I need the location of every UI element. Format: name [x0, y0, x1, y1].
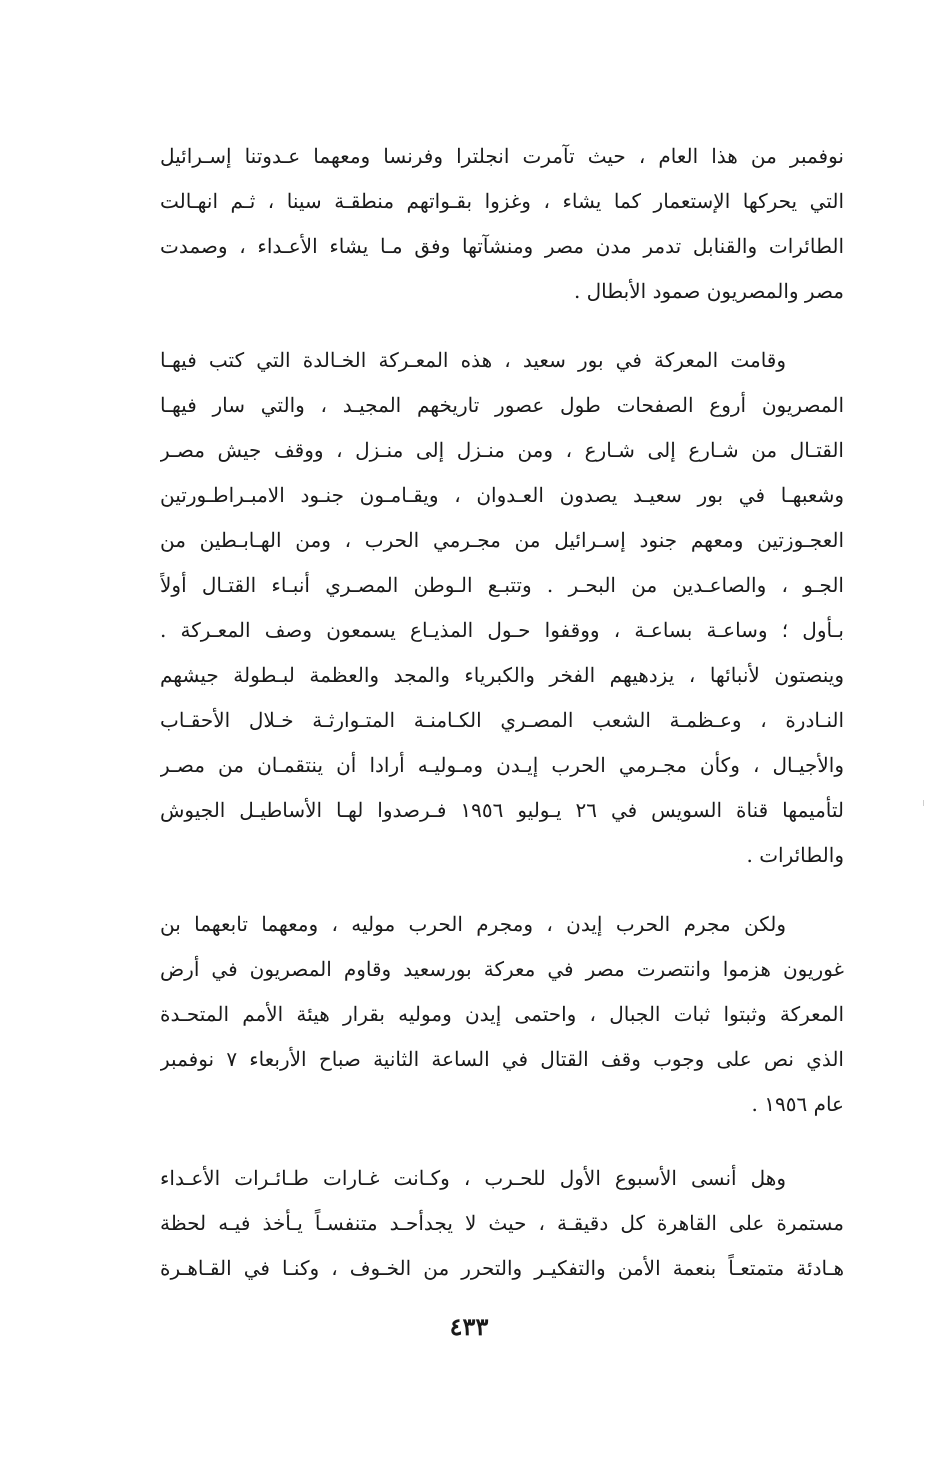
- text-line: مصر والمصريون صمود الأبطال .: [573, 279, 844, 303]
- text-line: وشعبهـا في بور سعيـد يصدون العـدوان ، ويقـامـون جنـود الامبـراطـورتين: [160, 483, 844, 507]
- paragraph-3: [160, 902, 844, 1127]
- text-line: الجـو ، والصاعـدين من البحـر . وتتبـع الـوطن المصـري أنبـاء القتـال أولاً: [160, 573, 844, 597]
- text-line: الطائرات والقنابل تدمر مدن مصر ومنشآتها وفق مـا يشاء الأعـداء ، وصمدت: [160, 234, 844, 258]
- text-line: لتأميمها قناة السويس في ٢٦ يـوليو ١٩٥٦ فـرصدوا لهـا الأساطيـل الجيوش: [160, 798, 844, 822]
- text-line: وقامت المعركة في بور سعيد ، هذه المعـركة الخـالدة التي كتب فيهـا: [160, 348, 786, 372]
- text-line: بـأول ؛ وساعـة بساعـة ، ووقفوا حـول المذيـاع يسمعون وصف المعـركة .: [160, 618, 844, 642]
- text-line: ولكن مجرم الحرب إيدن ، ومجرم الحرب موليه ، ومعهما تابعهما بن: [160, 912, 786, 936]
- text-line: مستمرة على القاهرة كل دقيقـة ، حيث لا يجدأحـد متنفسـاً يـأخذ فيـه لحظة: [160, 1211, 844, 1235]
- text-line: وهل أنسى الأسبوع الأول للحـرب ، وكـانت غـارات طـائـرات الأعـداء: [160, 1166, 786, 1190]
- text-line: والطائرات .: [746, 843, 844, 867]
- text-line: هـادئة متمتعـاً بنعمة الأمن والتفكيـر والتحرر من الخـوف ، وكنـا في القـاهـرة: [160, 1256, 844, 1280]
- text-line: والأجيـال ، وكأن مجـرمي الحرب إيـدن ومـوليـه أرادا أن ينتقمـان من مصـر: [160, 753, 844, 777]
- text-line: نوفمبر من هذا العام ، حيث تآمرت انجلترا وفرنسا ومعهما عـدوتنا إسـرائيل: [160, 144, 844, 168]
- text-line: التي يحركها الإستعمار كما يشاء ، وغزوا بقـواتهم منطقـة سينا ، ثـم انهـالت: [160, 189, 844, 213]
- text-line: عام ١٩٥٦ .: [751, 1092, 844, 1116]
- text-line: الذي نص على وجوب وقف القتال في الساعة الثانية صباح الأربعاء ٧ نوفمبر: [160, 1047, 844, 1071]
- paragraph-4: [160, 1156, 844, 1291]
- page-number: ٤٣٣: [449, 1312, 489, 1341]
- text-line: وينصتون لأنبائها ، يزدهيهم الفخر والكبرياء والمجد والعظمة لبـطولة جيشهم: [160, 663, 844, 687]
- text-line: القتـال من شـارع إلى شـارع ، ومن منـزل إلى منـزل ، ووقف جيش مصـر: [160, 438, 844, 462]
- text-line: المصريون أروع الصفحات طول عصور تاريخهم المجيـد ، والتي سار فيهـا: [160, 393, 844, 417]
- text-line: المعركة وثبتوا ثبات الجبال ، واحتمى إيدن وموليه بقرار هيئة الأمم المتحـدة: [160, 1002, 844, 1026]
- paragraph-1: [160, 134, 844, 314]
- text-line: النـادرة ، وعـظمـة الشعب المصـري الكـامنـة المتـوارثـة خـلال الأحقـاب: [160, 708, 844, 732]
- paragraph-2: [160, 338, 844, 878]
- text-line: غوريون هزموا وانتصرت مصر في معركة بورسعيد وقاوم المصريون في أرض: [160, 957, 844, 981]
- text-line: العجـوزتين ومعهم جنود إسـرائيل من مجـرمي الحرب ، ومن الهـابـطين من: [160, 528, 844, 552]
- scan-edge-mark: [923, 800, 924, 806]
